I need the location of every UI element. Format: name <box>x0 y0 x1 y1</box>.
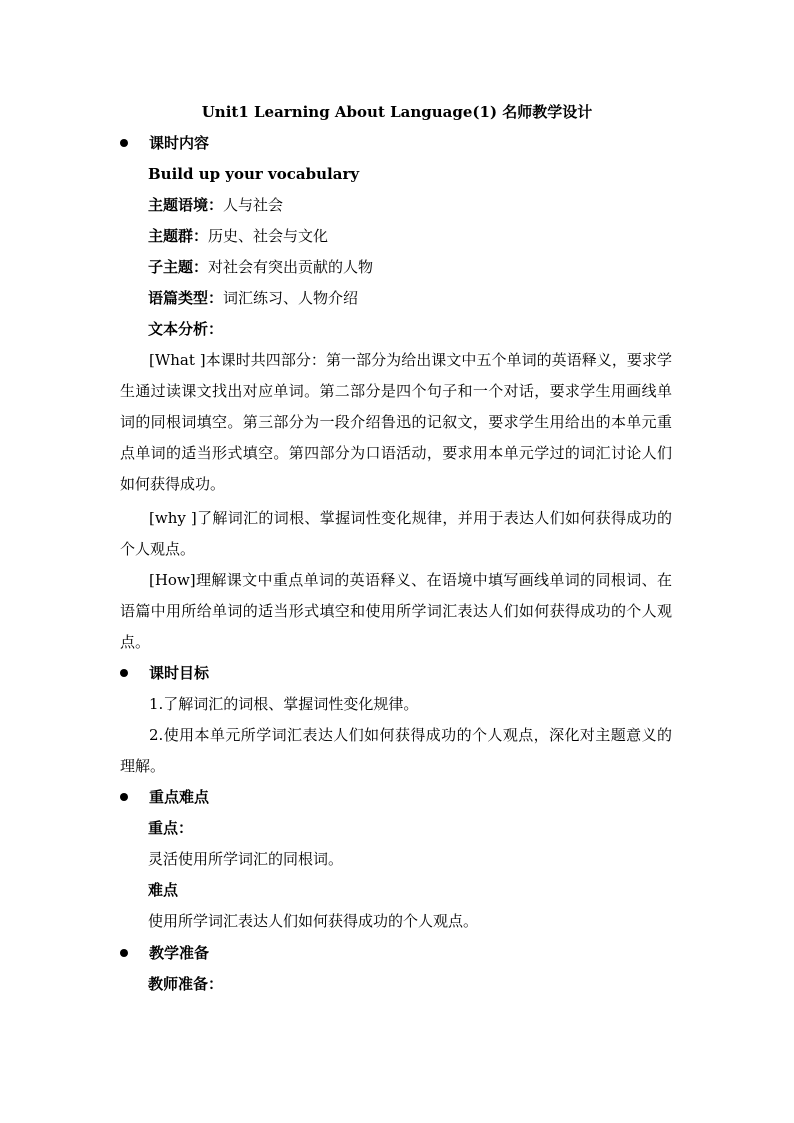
document-page: Unit1 Learning About Language(1) 名师教学设计 课时内容 Build up your vocabulary 主题语境：人与社会 主题群：历史、社会与文化 子主题：对社会有突出贡献的人物 语篇类型：词汇练习、人物介绍 文本分析： [What ]本课时共四部分：第一部分为给出课文中五个单词的英语释义，要求学生通过读课文找出对应单词。第二部分是四个句子和一个对话，要求学生用画线单词的同根词填空。第三部分为一段介绍鲁迅的记叙文，要求学生用给出的本单元重点单词的适当形式填空。第四部分为口语活动，要求用本单元学过的词汇讨论人们如何获得成功。 [why ]了解词汇的词根、掌握词性变化规律，并用于表达人们如何获得成功的个人观点。 [How]理解课文中重点单词的英语释义、在语境中填写画线单词的同根词、在语篇中用所给单词的适当形式填空和使用所学词汇表达人们如何获得成功的个人观点。 课时目标 1.了解词汇的词根、掌握词性变化规律。 2.使用本单元所学词汇表达人们如何获得成功的个人观点，深化对主题意义的理解。 重点难点 重点： 灵活使用所学词汇的同根词。 难点 使用所学词汇表达人们如何获得成功的个人观点。 教学准备 教师准备： <box>0 0 794 1123</box>
bullet-icon <box>120 139 128 147</box>
theme-context-value: 人与社会 <box>223 196 284 214</box>
theme-context-label: 主题语境： <box>148 196 224 214</box>
subtheme-line <box>148 256 373 278</box>
teacher-prep-label: 教师准备： <box>148 975 224 993</box>
difficulty-label: 难点 <box>148 881 179 899</box>
bullet-icon <box>120 793 128 801</box>
text-type-line <box>148 287 358 309</box>
theme-group-value: 历史、社会与文化 <box>208 227 329 245</box>
key-point-text: 灵活使用所学词汇的同根词。 <box>148 850 344 868</box>
difficulty-text: 使用所学词汇表达人们如何获得成功的个人观点。 <box>148 912 479 930</box>
lesson-subtitle: Build up your vocabulary <box>148 165 360 183</box>
theme-group-line <box>148 225 328 247</box>
goal-2: 2.使用本单元所学词汇表达人们如何获得成功的个人观点，深化对主题意义的理解。 <box>120 726 672 775</box>
text-type-value: 词汇练习、人物介绍 <box>223 289 359 307</box>
theme-context-line <box>148 194 283 216</box>
subtheme-value: 对社会有突出贡献的人物 <box>208 258 374 276</box>
page-title: Unit1 Learning About Language(1) 名师教学设计 <box>201 103 593 121</box>
bullet-icon <box>120 669 128 677</box>
text-type-label: 语篇类型： <box>148 289 224 307</box>
goal-1: 1.了解词汇的词根、掌握词性变化规律。 <box>149 695 419 713</box>
why-paragraph: [why ]了解词汇的词根、掌握词性变化规律，并用于表达人们如何获得成功的个人观点。 <box>120 509 672 558</box>
text-analysis-label: 文本分析： <box>148 320 224 338</box>
bullet-icon <box>120 949 128 957</box>
how-paragraph: [How]理解课文中重点单词的英语释义、在语境中填写画线单词的同根词、在语篇中用所给单词的适当形式填空和使用所学词汇表达人们如何获得成功的个人观点。 <box>120 571 672 651</box>
subtheme-label: 子主题： <box>148 258 209 276</box>
theme-group-label: 主题群： <box>148 227 209 245</box>
what-paragraph: [What ]本课时共四部分：第一部分为给出课文中五个单词的英语释义，要求学生通过读课文找出对应单词。第二部分是四个句子和一个对话，要求学生用画线单词的同根词填空。第三部分为一段介绍鲁迅的记叙文，要求学生用给出的本单元重点单词的适当形式填空。第四部分为口语活动，要求用本单元学过的词汇讨论人们如何获得成功。 <box>120 351 672 493</box>
key-point-label: 重点： <box>148 819 194 837</box>
